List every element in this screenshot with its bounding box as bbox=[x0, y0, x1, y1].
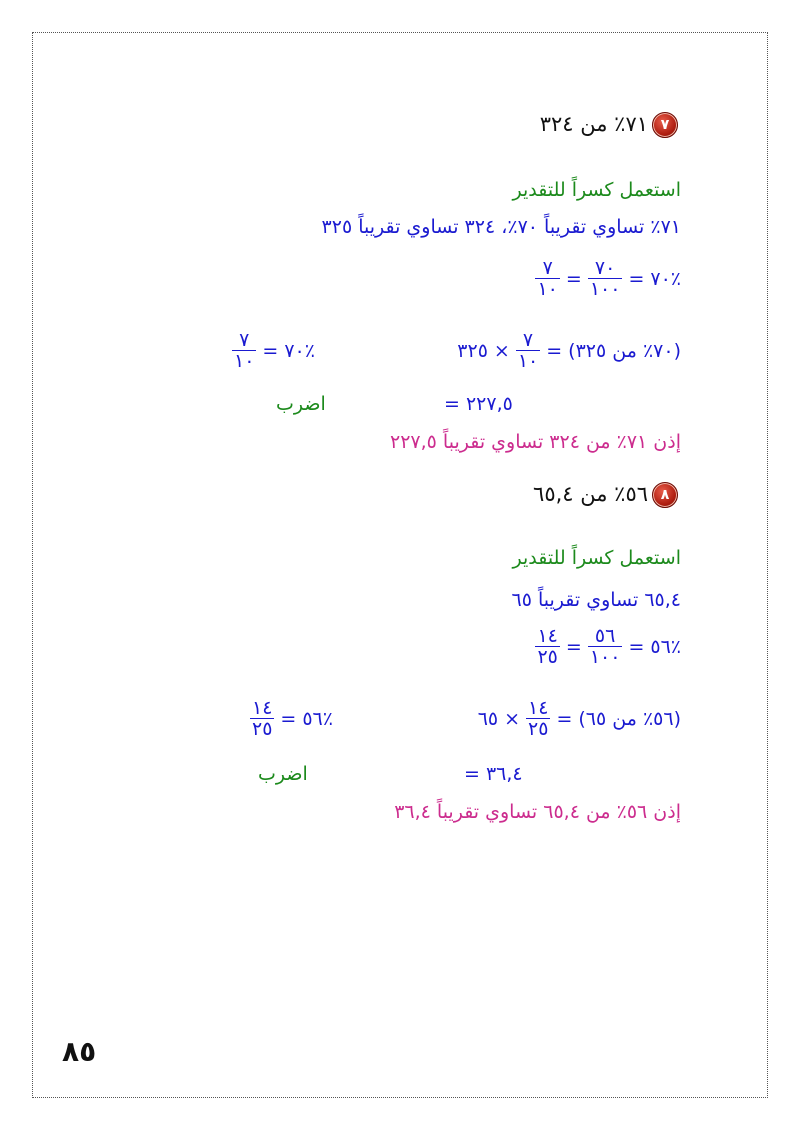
fraction: $\frac{٥٦}{١٠٠}$ bbox=[589, 625, 621, 668]
problem-8-conclusion: إذن ٥٦٪ من ٦٥,٤ تساوي تقريباً ٣٦,٤ bbox=[394, 801, 681, 823]
calc-open: (٧٠٪ من ٣٢٥) bbox=[568, 339, 681, 362]
calc-open: (٥٦٪ من ٦٥) bbox=[578, 707, 681, 730]
percent-value: ٧٠٪ bbox=[284, 339, 315, 362]
equals-sign: = bbox=[556, 707, 573, 730]
calc-value: ٣٢٥ bbox=[457, 339, 488, 362]
problem-7-badge: ٧ bbox=[652, 112, 678, 138]
problem-7-side-fraction bbox=[232, 330, 315, 371]
equals-sign: = bbox=[262, 339, 279, 362]
fraction: $\frac{١٤}{٢٥}$ bbox=[252, 697, 273, 740]
problem-8-multiply: اضرب bbox=[258, 763, 308, 785]
fraction: $\frac{٧٠}{١٠٠}$ bbox=[589, 257, 621, 300]
equals-sign: = bbox=[280, 707, 297, 730]
times-sign: × bbox=[504, 707, 521, 730]
fraction: $\frac{١٤}{٢٥}$ bbox=[528, 697, 549, 740]
problem-8-result: = ٣٦,٤ bbox=[464, 763, 523, 785]
equals-sign: = bbox=[628, 635, 645, 658]
problem-8-heading: ٥٦٪ من ٦٥,٤ bbox=[533, 482, 648, 506]
problem-7-strategy: استعمل كسراً للتقدير bbox=[512, 179, 681, 201]
problem-7-conclusion: إذن ٧١٪ من ٣٢٤ تساوي تقريباً ٢٢٧,٥ bbox=[390, 431, 681, 453]
equals-sign: = bbox=[546, 339, 563, 362]
problem-8-badge: ٨ bbox=[652, 482, 678, 508]
fraction: $\frac{٧}{١٠}$ bbox=[234, 329, 255, 372]
percent-value: ٧٠٪ bbox=[650, 267, 681, 290]
fraction: $\frac{١٤}{٢٥}$ bbox=[537, 625, 558, 668]
equals-sign: = bbox=[565, 635, 582, 658]
problem-8-approx: ٦٥,٤ تساوي تقريباً ٦٥ bbox=[511, 589, 681, 611]
times-sign: × bbox=[493, 339, 510, 362]
calc-value: ٦٥ bbox=[477, 707, 499, 730]
problem-8-fraction-line bbox=[535, 626, 681, 667]
equals-sign: = bbox=[565, 267, 582, 290]
fraction: $\frac{٧}{١٠}$ bbox=[537, 257, 558, 300]
page-number: ٨٥ bbox=[62, 1035, 97, 1068]
problem-8-side-fraction bbox=[250, 698, 333, 739]
problem-8-calc bbox=[478, 698, 681, 739]
problem-7-calc bbox=[457, 330, 681, 371]
problem-7-multiply: اضرب bbox=[276, 393, 326, 415]
equals-sign: = bbox=[628, 267, 645, 290]
problem-7-result: = ٢٢٧,٥ bbox=[444, 393, 513, 415]
percent-value: ٥٦٪ bbox=[302, 707, 333, 730]
problem-7-heading: ٧١٪ من ٣٢٤ bbox=[539, 112, 648, 136]
problem-7-fraction-line bbox=[535, 258, 681, 299]
problem-8-strategy: استعمل كسراً للتقدير bbox=[512, 547, 681, 569]
percent-value: ٥٦٪ bbox=[650, 635, 681, 658]
problem-7-approx: ٧١٪ تساوي تقريباً ٧٠٪، ٣٢٤ تساوي تقريباً ٣٢٥ bbox=[321, 216, 681, 238]
fraction: $\frac{٧}{١٠}$ bbox=[517, 329, 539, 372]
